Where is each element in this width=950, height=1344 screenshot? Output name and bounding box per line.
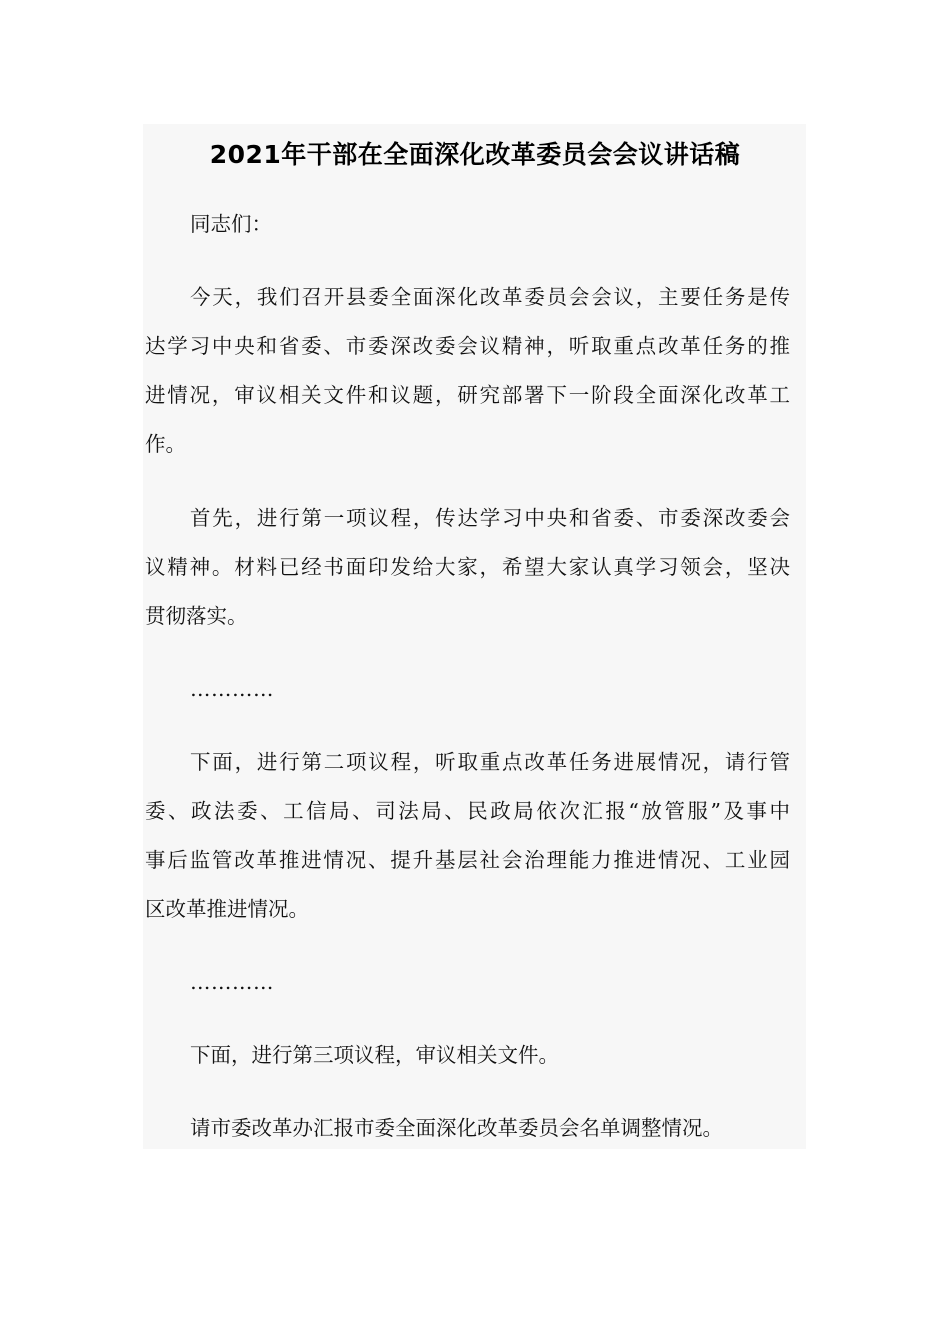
paragraph-5: 请市委改革办汇报市委全面深化改革委员会名单调整情况。	[190, 1116, 723, 1140]
ellipsis-1: …………	[190, 677, 274, 701]
salutation: 同志们：	[190, 212, 272, 236]
paragraph-3-line-1: 下面，进行第二项议程，听取重点改革任务进展情况，请行管	[190, 750, 790, 774]
ellipsis-2: …………	[190, 970, 274, 994]
paragraph-1-line-2: 达学习中央和省委、市委深改委会议精神，听取重点改革任务的推	[145, 334, 790, 358]
paragraph-1-line-1: 今天，我们召开县委全面深化改革委员会会议，主要任务是传	[190, 285, 790, 309]
paragraph-2-line-3: 贯彻落实。	[145, 604, 248, 628]
paragraph-1-line-4: 作。	[145, 432, 186, 456]
paragraph-2-line-1: 首先，进行第一项议程，传达学习中央和省委、市委深改委会	[190, 506, 790, 530]
paragraph-3-line-4: 区改革推进情况。	[145, 897, 309, 921]
paragraph-2-line-2: 议精神。材料已经书面印发给大家，希望大家认真学习领会，坚决	[145, 555, 790, 579]
paragraph-3-line-3: 事后监管改革推进情况、提升基层社会治理能力推进情况、工业园	[145, 848, 790, 872]
document-title: 2021年干部在全面深化改革委员会会议讲话稿	[209, 140, 741, 169]
paragraph-1-line-3: 进情况，审议相关文件和议题，研究部署下一阶段全面深化改革工	[145, 383, 790, 407]
paragraph-4: 下面，进行第三项议程，审议相关文件。	[190, 1043, 559, 1067]
paragraph-3-line-2: 委、政法委、工信局、司法局、民政局依次汇报“放管服”及事中	[145, 799, 790, 823]
